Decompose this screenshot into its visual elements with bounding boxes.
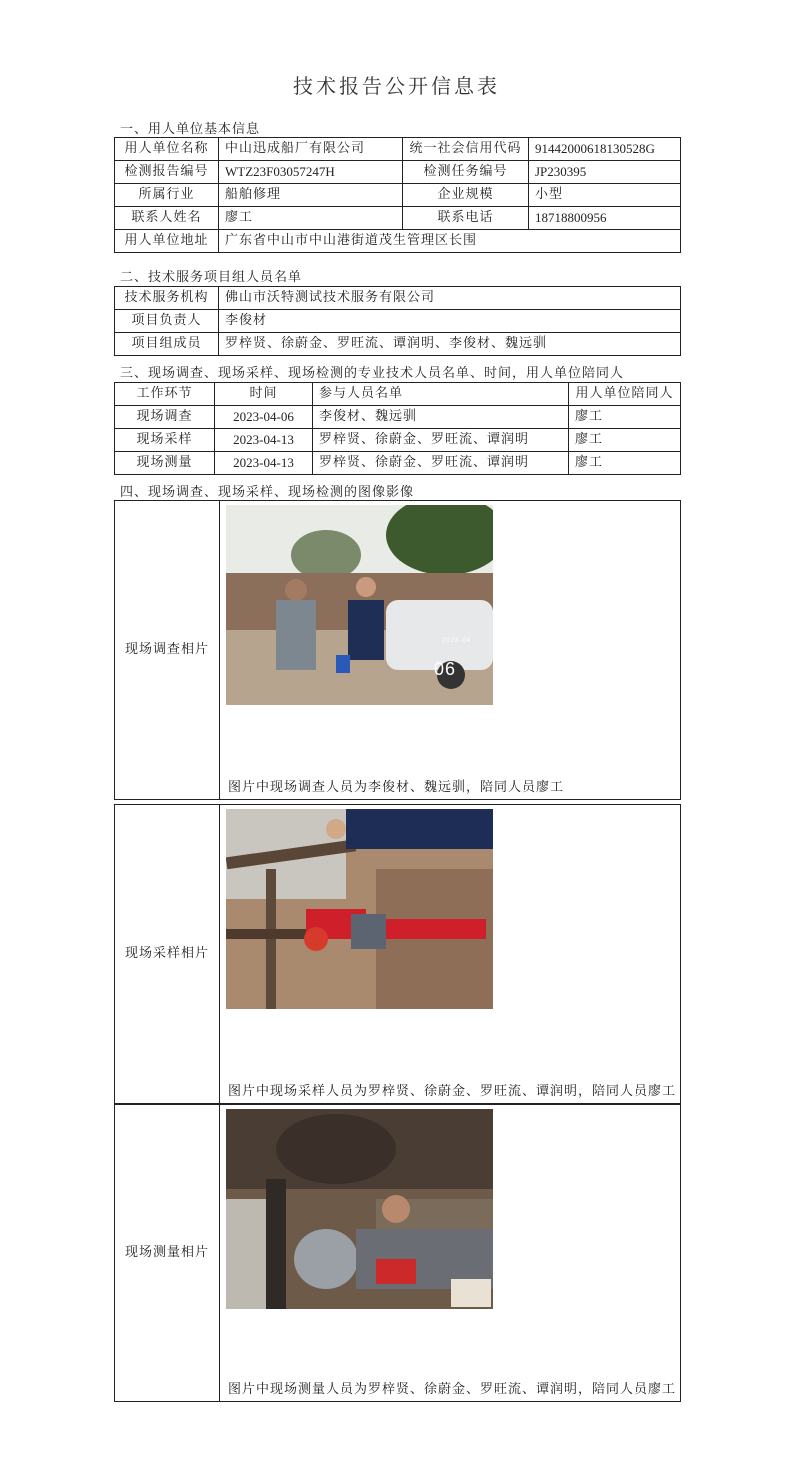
credit-code-label: 统一社会信用代码 — [403, 138, 529, 161]
leader-value: 李俊材 — [219, 310, 681, 333]
section-3-heading: 三、现场调查、现场采样、现场检测的专业技术人员名单、时间，用人单位陪同人 — [120, 366, 625, 381]
companion-cell: 廖工 — [569, 452, 681, 475]
industry-label: 所属行业 — [115, 184, 219, 207]
table-row — [115, 138, 681, 161]
task-no-value: JP230395 — [529, 161, 681, 184]
sampling-photo-image — [226, 809, 493, 1009]
team-table — [114, 286, 681, 356]
photo-table-measurement — [114, 1104, 681, 1402]
industry-value: 船舶修理 — [219, 184, 403, 207]
table-row — [115, 452, 681, 475]
table-row — [115, 310, 681, 333]
credit-code-value: 91442000618130528G — [529, 138, 681, 161]
task-no-label: 检测任务编号 — [403, 161, 529, 184]
photo-date-stamp: 2023-04 — [442, 638, 472, 644]
col-header-companion: 用人单位陪同人 — [569, 383, 681, 406]
section-1-heading: 一、用人单位基本信息 — [120, 122, 261, 137]
address-value: 广东省中山市中山港街道茂生管理区长围 — [219, 230, 681, 253]
agency-value: 佛山市沃特测试技术服务有限公司 — [219, 287, 681, 310]
time-cell: 2023-04-13 — [215, 452, 313, 475]
survey-photo-caption: 图片中现场调查人员为李俊材、魏远驯，陪同人员廖工 — [228, 780, 565, 795]
survey-photo — [226, 505, 493, 705]
col-header-stage: 工作环节 — [115, 383, 215, 406]
stage-cell: 现场测量 — [115, 452, 215, 475]
stage-cell: 现场采样 — [115, 429, 215, 452]
photo-day-stamp: 06 — [434, 659, 457, 679]
basic-info-table — [114, 137, 681, 253]
stage-cell: 现场调查 — [115, 406, 215, 429]
schedule-table — [114, 382, 681, 475]
sampling-photo-caption: 图片中现场采样人员为罗梓贤、徐蔚金、罗旺流、谭润明，陪同人员廖工 — [228, 1084, 677, 1099]
table-row — [115, 333, 681, 356]
company-name-value: 中山迅成船厂有限公司 — [219, 138, 403, 161]
scale-value: 小型 — [529, 184, 681, 207]
report-no-value: WTZ23F03057247H — [219, 161, 403, 184]
companion-cell: 廖工 — [569, 406, 681, 429]
time-cell: 2023-04-13 — [215, 429, 313, 452]
company-name-label: 用人单位名称 — [115, 138, 219, 161]
table-header-row — [115, 383, 681, 406]
companion-cell: 廖工 — [569, 429, 681, 452]
table-row — [115, 287, 681, 310]
col-header-people: 参与人员名单 — [313, 383, 569, 406]
table-row — [115, 161, 681, 184]
members-label: 项目组成员 — [115, 333, 219, 356]
sampling-photo-label: 现场采样相片 — [115, 805, 220, 1104]
page-title: 技术报告公开信息表 — [293, 74, 500, 98]
measurement-photo-image — [226, 1109, 493, 1309]
contact-label: 联系人姓名 — [115, 207, 219, 230]
survey-photo-label: 现场调查相片 — [115, 501, 220, 800]
measurement-photo-label: 现场测量相片 — [115, 1105, 220, 1402]
table-row — [115, 184, 681, 207]
table-row — [115, 429, 681, 452]
col-header-time: 时间 — [215, 383, 313, 406]
people-cell: 罗梓贤、徐蔚金、罗旺流、谭润明 — [313, 429, 569, 452]
members-value: 罗梓贤、徐蔚金、罗旺流、谭润明、李俊材、魏远驯 — [219, 333, 681, 356]
agency-label: 技术服务机构 — [115, 287, 219, 310]
phone-label: 联系电话 — [403, 207, 529, 230]
survey-photo-image — [226, 505, 493, 705]
report-no-label: 检测报告编号 — [115, 161, 219, 184]
scale-label: 企业规模 — [403, 184, 529, 207]
table-row — [115, 230, 681, 253]
section-4-heading: 四、现场调查、现场采样、现场检测的图像影像 — [120, 485, 415, 500]
table-row — [115, 406, 681, 429]
phone-value: 18718800956 — [529, 207, 681, 230]
section-2-heading: 二、技术服务项目组人员名单 — [120, 270, 303, 285]
table-row — [115, 207, 681, 230]
people-cell: 李俊材、魏远驯 — [313, 406, 569, 429]
sampling-photo — [226, 809, 493, 1009]
photo-table-sampling — [114, 804, 681, 1104]
contact-value: 廖工 — [219, 207, 403, 230]
measurement-photo — [226, 1109, 493, 1309]
leader-label: 项目负责人 — [115, 310, 219, 333]
photo-table-survey — [114, 500, 681, 800]
measurement-photo-caption: 图片中现场测量人员为罗梓贤、徐蔚金、罗旺流、谭润明，陪同人员廖工 — [228, 1382, 677, 1397]
address-label: 用人单位地址 — [115, 230, 219, 253]
time-cell: 2023-04-06 — [215, 406, 313, 429]
people-cell: 罗梓贤、徐蔚金、罗旺流、谭润明 — [313, 452, 569, 475]
